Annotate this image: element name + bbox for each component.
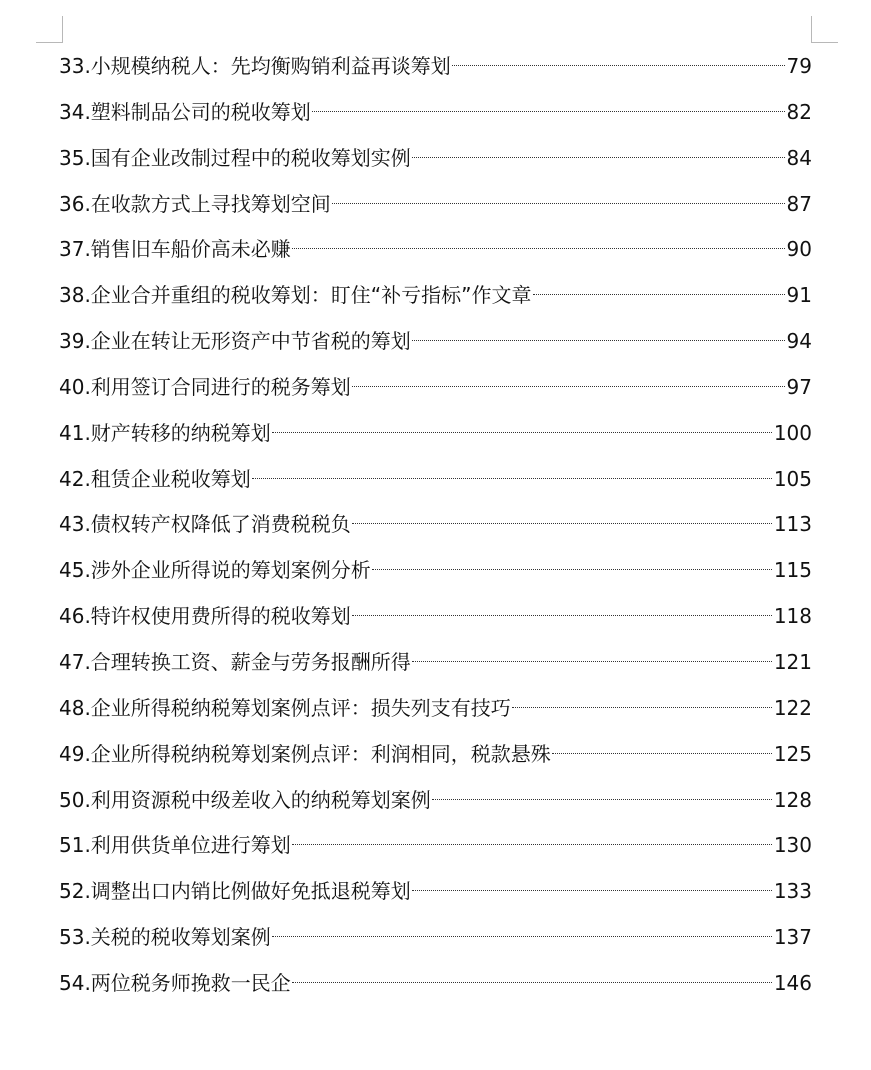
dot-leader — [412, 340, 785, 341]
toc-entry-page-number: 122 — [773, 695, 812, 720]
toc-entry-page-number: 84 — [786, 145, 812, 170]
toc-entry[interactable] — [59, 869, 812, 915]
toc-entry-title: 49.企业所得税纳税筹划案例点评：利润相同，税款悬殊 — [59, 741, 551, 766]
toc-entry-title: 41.财产转移的纳税筹划 — [59, 420, 271, 445]
dot-leader — [292, 248, 785, 249]
toc-entry-title: 36.在收款方式上寻找筹划空间 — [59, 191, 331, 216]
toc-entry[interactable] — [59, 594, 812, 640]
toc-entry-title: 51.利用供货单位进行筹划 — [59, 833, 291, 858]
toc-entry[interactable] — [59, 778, 812, 824]
toc-entry[interactable] — [59, 548, 812, 594]
toc-entry[interactable] — [59, 227, 812, 273]
dot-leader — [312, 111, 785, 112]
toc-entry-title: 54.两位税务师挽救一民企 — [59, 970, 291, 995]
dot-leader — [412, 157, 785, 158]
toc-entry-title: 43.债权转产权降低了消费税税负 — [59, 512, 351, 537]
toc-entry-page-number: 125 — [773, 741, 812, 766]
toc-entry-page-number: 105 — [773, 466, 812, 491]
toc-entry-title: 53.关税的税收筹划案例 — [59, 925, 271, 950]
dot-leader — [292, 844, 772, 845]
dot-leader — [412, 890, 772, 891]
toc-entry-title: 50.利用资源税中级差收入的纳税筹划案例 — [59, 787, 431, 812]
toc-entry[interactable] — [59, 365, 812, 411]
toc-entry-title: 42.租赁企业税收筹划 — [59, 466, 251, 491]
page-corner-mark-top-left — [36, 16, 63, 43]
toc-entry-page-number: 97 — [786, 374, 812, 399]
toc-entry-title: 33.小规模纳税人：先均衡购销利益再谈筹划 — [59, 54, 451, 78]
toc-entry[interactable] — [59, 823, 812, 869]
toc-entry-title: 52.调整出口内销比例做好免抵退税筹划 — [59, 879, 411, 904]
toc-entry-page-number: 137 — [773, 925, 812, 950]
toc-entry[interactable] — [59, 915, 812, 961]
toc-entry-page-number: 94 — [786, 329, 812, 354]
toc-entry-page-number: 113 — [773, 512, 812, 537]
toc-entry[interactable] — [59, 961, 812, 1007]
dot-leader — [372, 569, 772, 570]
toc-entry-title: 47.合理转换工资、薪金与劳务报酬所得 — [59, 649, 411, 674]
dot-leader — [533, 294, 785, 295]
toc-entry[interactable] — [59, 686, 812, 732]
toc-entry-page-number: 121 — [773, 649, 812, 674]
toc-entry[interactable] — [59, 411, 812, 457]
toc-entry[interactable] — [59, 457, 812, 503]
toc-entry[interactable] — [59, 90, 812, 136]
dot-leader — [252, 478, 772, 479]
toc-entry-page-number: 87 — [786, 191, 812, 216]
toc-entry[interactable] — [59, 182, 812, 228]
dot-leader — [512, 707, 772, 708]
toc-entry-page-number: 118 — [773, 604, 812, 629]
toc-entry-title: 45.涉外企业所得说的筹划案例分析 — [59, 558, 371, 583]
toc-entry-title: 37.销售旧车船价高未必赚 — [59, 237, 291, 262]
toc-entry[interactable] — [59, 732, 812, 778]
toc-entry-title: 48.企业所得税纳税筹划案例点评：损失列支有技巧 — [59, 695, 511, 720]
toc-entry-title: 39.企业在转让无形资产中节省税的筹划 — [59, 329, 411, 354]
page-corner-mark-top-right — [811, 16, 838, 43]
dot-leader — [272, 432, 772, 433]
dot-leader — [292, 982, 772, 983]
toc-entry-page-number: 100 — [773, 420, 812, 445]
toc-entry-page-number: 90 — [786, 237, 812, 262]
dot-leader — [452, 65, 785, 66]
toc-entry-title: 46.特许权使用费所得的税收筹划 — [59, 604, 351, 629]
toc-entry[interactable] — [59, 44, 812, 90]
toc-entry-title: 38.企业合并重组的税收筹划：盯住“补亏指标”作文章 — [59, 283, 532, 308]
dot-leader — [412, 661, 772, 662]
dot-leader — [432, 799, 772, 800]
toc-entry-title: 35.国有企业改制过程中的税收筹划实例 — [59, 145, 411, 170]
toc-entry[interactable] — [59, 319, 812, 365]
dot-leader — [552, 753, 772, 754]
toc-entry-title: 40.利用签订合同进行的税务筹划 — [59, 374, 351, 399]
toc-entry-page-number: 79 — [786, 54, 812, 78]
toc-entry[interactable] — [59, 273, 812, 319]
dot-leader — [352, 386, 785, 387]
toc-entry[interactable] — [59, 502, 812, 548]
dot-leader — [272, 936, 772, 937]
dot-leader — [352, 615, 772, 616]
table-of-contents — [59, 44, 812, 1007]
toc-entry-page-number: 128 — [773, 787, 812, 812]
toc-entry-title: 34.塑料制品公司的税收筹划 — [59, 99, 311, 124]
toc-entry-page-number: 91 — [786, 283, 812, 308]
dot-leader — [352, 523, 772, 524]
dot-leader — [332, 203, 785, 204]
toc-entry[interactable] — [59, 136, 812, 182]
toc-entry-page-number: 146 — [773, 970, 812, 995]
toc-entry-page-number: 82 — [786, 99, 812, 124]
toc-entry-page-number: 133 — [773, 879, 812, 904]
toc-entry-page-number: 115 — [773, 558, 812, 583]
toc-entry[interactable] — [59, 640, 812, 686]
toc-entry-page-number: 130 — [773, 833, 812, 858]
